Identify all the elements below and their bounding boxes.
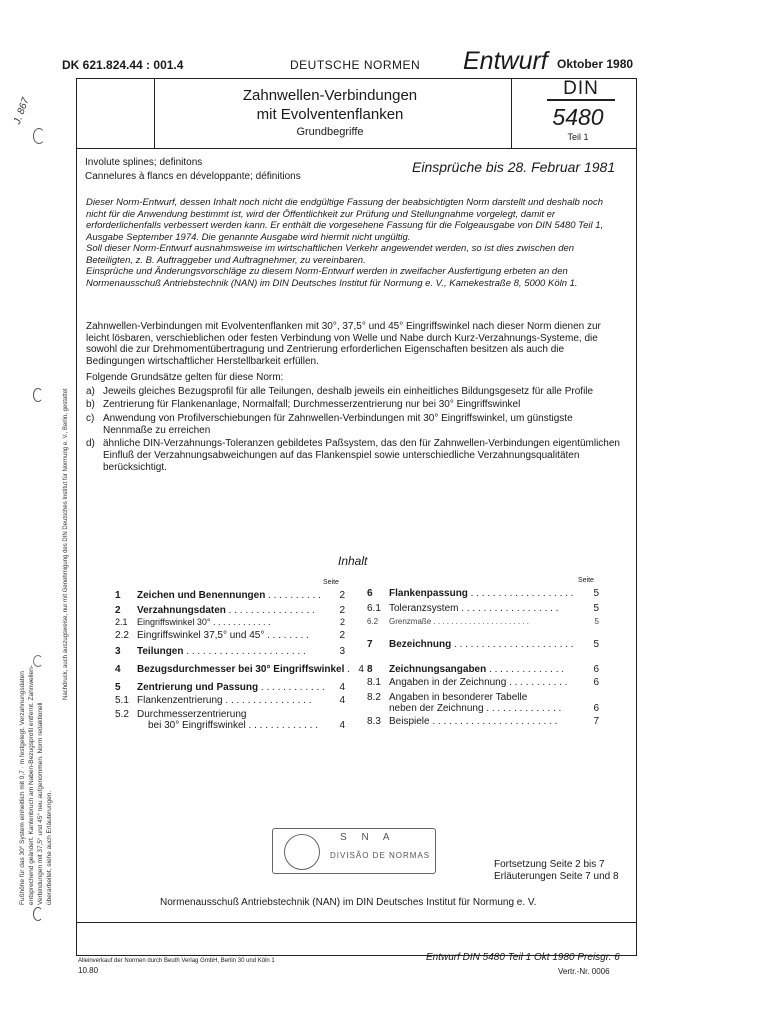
toc-title: Angaben in besonderer Tabelle	[389, 692, 528, 703]
toc-right-column	[367, 587, 599, 752]
toc-page: 6	[593, 664, 599, 675]
toc-entry	[115, 616, 345, 629]
toc-title: Flankenzentrierung	[137, 695, 223, 706]
toc-entry	[115, 645, 345, 658]
toc-dots: . . . . . . . . . .	[265, 590, 321, 601]
punch-hole-icon	[33, 907, 43, 921]
toc-dots: . . . . . . . . . . . . . . . . . . .	[467, 588, 574, 599]
toc-title: Bezugsdurchmesser bei 30° Eingriffswinkel	[137, 664, 345, 675]
change-notes-vertical	[18, 665, 54, 905]
toc-page: 6	[593, 703, 599, 714]
toc-page-label-right: Seite	[578, 577, 594, 584]
title-separator-left	[154, 78, 155, 148]
toc-title: Eingriffswinkel 30°	[137, 617, 211, 627]
list-item	[86, 386, 621, 398]
principles-list	[86, 386, 621, 474]
toc-dots: . . . . . . . . . . . . . .	[486, 664, 565, 675]
list-label: a)	[86, 385, 95, 397]
objection-deadline: Einsprüche bis 28. Februar 1981	[412, 159, 616, 175]
toc-page: 4	[358, 664, 364, 675]
toc-dots: . . . . . . . . . . . . . . . . . . . . . .	[431, 617, 530, 626]
change-notes-text: Fußhöhe für das 30° System einheitlich mit 0,7 · m festgelegt. Verzahnungsdaten entsprechend geändert. Kantenbruch am Naben-Bezugsprofil entfernt. Zahnwellen-Verbindungen mit 37,5° und 45° neu aufgenommen. Norm redaktionell überarbeitet, siehe auch Erläuterungen.	[19, 665, 53, 905]
principles-lead: Folgende Grundsätze gelten für diese Norm:	[86, 371, 284, 383]
toc-num: 6	[367, 588, 373, 599]
toc-entry	[115, 681, 345, 694]
list-item	[86, 438, 621, 473]
toc-entry	[115, 694, 345, 707]
toc-title: Beispiele	[389, 716, 430, 727]
footer-divider	[76, 922, 637, 923]
entwurf-label: Entwurf	[463, 47, 548, 75]
din-part: Teil 1	[567, 132, 589, 142]
issue-date: Oktober 1980	[557, 57, 634, 71]
title-line-1: Zahnwellen-Verbindungen	[242, 87, 418, 104]
toc-num: 4	[115, 664, 121, 675]
stamp-text: S N A	[340, 832, 396, 843]
toc-page: 7	[593, 716, 599, 727]
list-item	[86, 413, 621, 436]
toc-left-column	[115, 589, 364, 749]
list-text: ähnliche DIN-Verzahnungs-Toleranzen gebildetes Paßsystem, das den für Zahnwellen-Verbindungen eigentümlichen Einfluß der Verzahnungsabweichungen auf das Flankenspiel sowie unterschiedliche Verzahnungsqualitäten berücksichtigt.	[103, 438, 620, 473]
toc-entry	[115, 629, 345, 642]
list-text: Jeweils gleiches Bezugsprofil für alle Teilungen, deshalb jeweils ein einheitliches Bildungsgesetz für alle Profile	[103, 385, 594, 397]
toc-num: 2	[115, 605, 121, 616]
toc-entry	[367, 676, 599, 689]
toc-num: 5.2	[115, 709, 129, 720]
french-title: Cannelures à flancs en développante; définitions	[85, 171, 301, 182]
toc-entry	[367, 715, 599, 728]
toc-page: 2	[339, 617, 345, 627]
toc-num	[367, 702, 389, 715]
list-text: Zentrierung für Flankenanlage, Normalfall; Durchmesserzentrierung nur bei 30° Eingriffswinkel	[103, 399, 521, 411]
draft-note-paragraph: Einsprüche und Änderungsvorschläge zu diesem Norm-Entwurf werden in zweifacher Ausfertigung erbeten an den Normenausschuß Antriebstechnik (NAN) im DIN Deutsches Institut für Normung e. V., Kamekestraße 8, 5000 Köln 1.	[86, 266, 578, 289]
toc-num: 2.2	[115, 630, 129, 641]
document-title	[160, 86, 500, 124]
continuation-line: Erläuterungen Seite 7 und 8	[494, 871, 619, 882]
footer-reference: Entwurf DIN 5480 Teil 1 Okt 1980 Preisgr. 6	[426, 952, 620, 963]
toc-dots: . . . . . . . . . . . . . . . .	[225, 605, 315, 616]
toc-title: Toleranzsystem	[389, 603, 459, 614]
toc-page: 2	[339, 630, 345, 641]
title-divider	[76, 148, 637, 149]
toc-page: 5	[593, 603, 599, 614]
toc-page: 4	[339, 695, 345, 706]
toc-num: 8	[367, 664, 373, 675]
toc-dots: . . . . . . . . . . .	[506, 677, 568, 688]
footer-vertr: Vertr.-Nr. 0006	[558, 967, 610, 976]
toc-title: Teilungen	[137, 646, 184, 657]
list-label: d)	[86, 438, 95, 450]
din-logo: DIN	[547, 79, 615, 101]
toc-dots: . . . . . . . . . . . . . .	[483, 703, 562, 714]
draft-note	[86, 197, 621, 289]
toc-dots: . . . . . . . . . . . . . . . . . . . . . . .	[429, 716, 558, 727]
toc-page: 2	[339, 590, 345, 601]
toc-dots: . . . . . . . . . . . . . . . .	[222, 695, 312, 706]
toc-num: 8.1	[367, 677, 381, 688]
toc-heading: Inhalt	[338, 554, 368, 568]
toc-num: 6.2	[367, 617, 379, 626]
draft-note-paragraph: Soll dieser Norm-Entwurf ausnahmsweise im wirtschaftlichen Verkehr angewendet werden, so ist dies zwischen den Beteiligten, z. B. Auftraggeber und Auftragnehmer, zu vereinbaren.	[86, 243, 575, 266]
toc-page: 4	[339, 682, 345, 693]
copyright-vertical: Nachdruck, auch auszugsweise, nur mit Genehmigung des DIN Deutsches Institut für Normung e. V., Berlin, gestattet	[63, 388, 69, 700]
toc-entry	[367, 702, 599, 715]
toc-title: Verzahnungsdaten	[137, 605, 226, 616]
toc-dots: . . . . . . . . . . . . . . . . . . . . . .	[451, 639, 574, 650]
toc-dots: .	[344, 664, 350, 675]
toc-title: bei 30° Eingriffswinkel	[148, 720, 246, 731]
list-item	[86, 399, 621, 411]
toc-title: Zeichen und Benennungen	[137, 590, 266, 601]
toc-page: 4	[339, 720, 345, 731]
toc-page: 5	[593, 639, 599, 650]
din-number: 5480	[552, 104, 604, 130]
intro-paragraph: Zahnwellen-Verbindungen mit Evolventenflanken mit 30°, 37,5° und 45° Eingriffswinkel nach dieser Norm dienen zur leicht lösbaren, verschieblichen oder festen Verbindung von Welle und Nabe durch Kurz-Verzahnungs-Systeme, die sowohl die zur Drehmomentübertragung und Zentrierung erforderlichen Eigenschaften besitzen als auch die Bedingungen wirtschaftlicher Herstellbarkeit erfüllen.	[86, 321, 601, 368]
committee-name: Normenausschuß Antriebstechnik (NAN) im DIN Deutsches Institut für Normung e. V.	[160, 897, 537, 908]
toc-title: Eingriffswinkel 37,5° und 45°	[137, 630, 265, 641]
toc-title: Angaben in der Zeichnung	[389, 677, 507, 688]
toc-entry	[367, 638, 599, 651]
toc-num: 2.1	[115, 617, 128, 627]
stamp-division: DIVISÃO DE NORMAS	[330, 851, 431, 860]
toc-num: 8.2	[367, 692, 381, 703]
english-title: Involute splines; definitons	[85, 157, 203, 168]
punch-hole-icon	[33, 128, 45, 144]
toc-title: Durchmesserzentrierung	[137, 709, 247, 720]
toc-page: 2	[339, 605, 345, 616]
toc-page: 5	[594, 617, 599, 626]
toc-entry	[115, 663, 364, 676]
toc-num: 6.1	[367, 603, 381, 614]
toc-page: 6	[593, 677, 599, 688]
title-separator-right	[511, 78, 512, 148]
title-line-2: mit Evolventenflanken	[256, 106, 404, 123]
toc-title: neben der Zeichnung	[389, 703, 484, 714]
list-label: c)	[86, 412, 95, 424]
footer-edition: 10.80	[78, 966, 99, 975]
continuation-line: Fortsetzung Seite 2 bis 7	[494, 859, 605, 870]
toc-entry	[115, 589, 345, 602]
foreign-titles	[85, 156, 301, 184]
toc-title: Bezeichnung	[389, 639, 452, 650]
punch-hole-icon	[33, 388, 43, 402]
body-text	[86, 321, 621, 475]
list-label: b)	[86, 399, 95, 411]
dk-number: DK 621.824.44 : 001.4	[62, 58, 184, 72]
draft-note-paragraph: Dieser Norm-Entwurf, dessen Inhalt noch nicht die endgültige Fassung der beabsichtigten Norm darstellt und deshalb noch nicht für die Anwendung bestimmt ist, wird der Öffentlichkeit zur Prüfung und Stellungnahme vorgelegt, damit er erforderlichenfalls verbessert werden kann. Er enthält die vorgesehene Fassung für die Folgeausgabe von DIN 5480 Teil 1, Ausgabe September 1974. Die genannte Ausgabe wird hiermit nicht ungültig.	[86, 197, 604, 243]
list-text: Anwendung von Profilverschiebungen für Zahnwellen-Verbindungen mit 30° Eingriffswinkel, um günstigste Nennmaße zu erreichen	[103, 412, 573, 436]
toc-num: 1	[115, 590, 121, 601]
toc-dots: . . . . . . . . . . . .	[258, 682, 325, 693]
continuation-note	[494, 859, 619, 883]
document-subtitle: Grundbegriffe	[296, 126, 364, 138]
toc-page: 5	[593, 588, 599, 599]
stamp-seal-icon	[284, 834, 320, 870]
toc-title: Grenzmaße	[389, 617, 432, 626]
footer-publisher-line: Alleinverkauf der Normen durch Beuth Verlag GmbH, Berlin 30 und Köln 1	[78, 958, 275, 964]
footer-publisher	[78, 956, 275, 976]
toc-num: 5	[115, 682, 121, 693]
toc-dots: . . . . . . . . . . . . . . . . . . . . . .	[183, 646, 306, 657]
toc-num: 5.1	[115, 695, 129, 706]
toc-entry	[367, 587, 599, 600]
toc-num: 7	[367, 639, 373, 650]
toc-entry	[115, 719, 345, 732]
toc-title: Zeichnungsangaben	[389, 664, 487, 675]
toc-entry	[367, 663, 599, 676]
toc-num: 8.3	[367, 716, 381, 727]
deutsche-normen-label: DEUTSCHE NORMEN	[290, 58, 421, 72]
toc-page: 3	[339, 646, 345, 657]
toc-entry	[367, 602, 599, 615]
toc-page-label-left: Seite	[323, 579, 339, 586]
toc-entry	[367, 615, 599, 628]
toc-num	[115, 719, 137, 732]
toc-dots: . . . . . . . . . . . . . . . . . .	[458, 603, 559, 614]
handwritten-reference: J. 867	[12, 96, 32, 126]
toc-dots: . . . . . . . .	[264, 630, 309, 641]
toc-title: Flankenpassung	[389, 588, 468, 599]
toc-dots: . . . . . . . . . . . .	[210, 617, 271, 627]
toc-num: 3	[115, 646, 121, 657]
toc-title: Zentrierung und Passung	[137, 682, 259, 693]
toc-dots: . . . . . . . . . . . . .	[245, 720, 319, 731]
